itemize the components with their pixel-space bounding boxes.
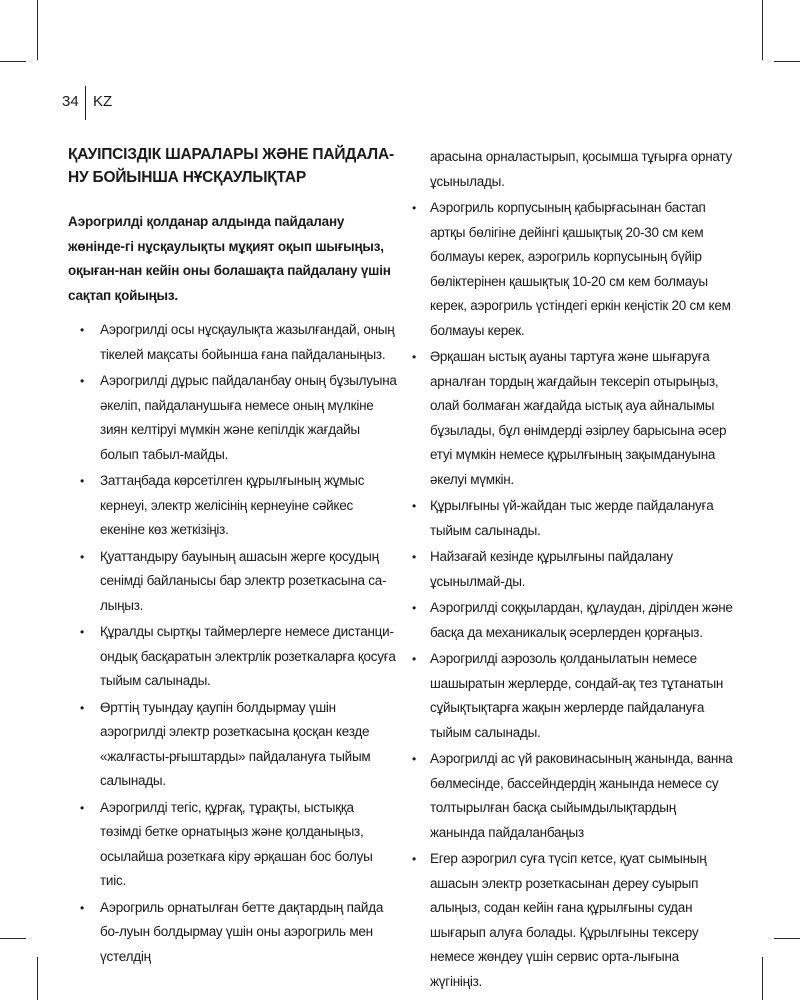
list-item bbox=[68, 896, 398, 970]
crop-mark-bottom-right bbox=[762, 957, 763, 1000]
list-item bbox=[68, 620, 398, 694]
list-item-text: Аэрогриль орнатылған бетте дақтардың пайда бо-луын болдырмау үшін оны аэрогриль мен үстелдің bbox=[100, 899, 384, 964]
bullet-icon: • bbox=[412, 350, 416, 364]
bullet-icon: • bbox=[80, 323, 84, 337]
bullet-icon: • bbox=[80, 374, 84, 388]
page-number: 34 bbox=[62, 93, 79, 110]
bullet-icon: • bbox=[412, 601, 416, 615]
bullet-icon: • bbox=[80, 625, 84, 639]
list-item-text: Құралды сыртқы таймерлерге немесе дистанци-ондық басқаратын электрлік розеткаларға қосуға тыйым салынады. bbox=[100, 624, 396, 688]
list-item bbox=[412, 647, 734, 745]
list-item-text: Аэрогрилді дұрыс пайдаланбау оның бұзылуына әкеліп, пайдаланушыға немесе оның мүлкіне зиян келтіруі мүмкін және кепілдік жағдайы болып табыл-майды. bbox=[100, 373, 397, 462]
crop-mark-left-upper bbox=[0, 61, 26, 62]
list-item bbox=[412, 196, 734, 343]
crop-mark-right-lower bbox=[774, 938, 800, 939]
right-column bbox=[412, 145, 734, 996]
bullet-icon: • bbox=[80, 474, 84, 488]
list-item bbox=[68, 696, 398, 794]
language-code: KZ bbox=[93, 93, 113, 110]
list-item-text: Аэрогрилді осы нұсқаулықта жазылғандай, оның тікелей мақсаты бойынша ғана пайдаланыңыз. bbox=[100, 322, 395, 362]
crop-mark-left-lower bbox=[0, 938, 26, 939]
list-item-text: Аэрогрилді аэрозоль қолданылатын немесе шашыратын жерлерде, сондай-ақ тез тұтанатын сұйықтықтарға жақын жерлерде пайдалануға тыйым салынады. bbox=[430, 651, 724, 740]
list-item-text: Өрттің туындау қаупін болдырмау үшін аэрогрилді электр розеткасына қосқан кезде «жалғасты-рғыштарды» пайдалануға тыйым салынады. bbox=[100, 699, 371, 788]
bullet-icon: • bbox=[412, 499, 416, 513]
bullet-icon: • bbox=[80, 549, 84, 564]
list-item-continuation: арасына орналастырып, қосымша тұғырға орнату ұсынылады. bbox=[430, 149, 732, 189]
list-item bbox=[68, 545, 398, 619]
list-item bbox=[412, 545, 734, 594]
bullet-icon: • bbox=[412, 550, 416, 564]
bullet-icon: • bbox=[412, 752, 416, 766]
list-item bbox=[68, 369, 398, 467]
page-header bbox=[62, 86, 262, 122]
safety-list-left bbox=[68, 318, 398, 969]
list-item-text: Әрқашан ыстық ауаны тартуға және шығаруға арналған тордың жағдайын тексеріп отырыңыз, олай болмаған жағдайда ыстық ауа айналымы бұзылады, бұл өнімдерді әзірлеу барысына әсер етуі мүмкін немесе құрылғының зақымдануына әкелуі мүмкін. bbox=[430, 349, 727, 487]
intro-paragraph: Аэрогрилді қолданар алдында пайдалану жөнінде-гі нұсқаулықты мұқият оқып шығыңыз, оқыған-нан кейін оны болашақта пайдалану үшін сақтап қойыңыз. bbox=[68, 214, 391, 303]
bullet-icon: • bbox=[412, 652, 416, 666]
bullet-icon: • bbox=[412, 201, 416, 215]
list-item bbox=[412, 847, 734, 994]
list-item-text: Заттаңбада көрсетілген құрылғының жұмыс кернеуі, электр желісінің кернеуіне сәйкес екеніне көз жеткізіңіз. bbox=[100, 473, 365, 537]
bullet-icon: • bbox=[80, 900, 84, 915]
bullet-icon: • bbox=[412, 852, 416, 866]
safety-list-right bbox=[412, 196, 734, 994]
section-title: ҚАУІПСІЗДІК ШАРАЛАРЫ ЖӘНЕ ПАЙДАЛА-НУ БОЙЫНША НҰСҚАУЛЫҚТАР bbox=[68, 146, 394, 186]
list-item-text: Құрылғыны үй-жайдан тыс жерде пайдалануға тыйым салынады. bbox=[430, 498, 714, 538]
crop-mark-top-right bbox=[762, 0, 763, 60]
list-item bbox=[68, 318, 398, 367]
crop-mark-right-upper bbox=[774, 61, 800, 62]
list-item-text: Аэрогрилді тегіс, құрғақ, тұрақты, ыстыққа төзімді бетке орнатыңыз және қолданыңыз, осылайша розеткаға кіру әрқашан бос болуы тиіс. bbox=[100, 799, 373, 888]
list-item-text: Егер аэрогрил суға түсіп кетсе, қуат сымының ашасын электр розеткасынан дереу суырып алыңыз, содан кейін ғана құрылғыны судан шығарып алуға болады. Құрылғыны тексеру немесе жөндеу үшін сервис орта-лығына жүгініңіз. bbox=[430, 851, 707, 989]
list-item bbox=[412, 345, 734, 492]
bullet-icon: • bbox=[80, 800, 84, 815]
list-item-text: Аэрогрилді ас үй раковинасының жанында, ванна бөлмесінде, бассейндердің жанында немесе су толтырылған басқа сыйымдылықтардың жанында пайдаланбаңыз bbox=[430, 751, 733, 840]
list-item bbox=[412, 494, 734, 543]
list-item-text: Аэрогриль корпусының қабырғасынан бастап артқы бөлігіне дейінгі қашықтық 20-30 см кем болмауы керек, аэрогриль корпусының бүйір бөліктерінен қашықтық 10-20 см кем болмауы керек, аэрогриль үстіндегі еркін кеңістік 20 см кем болмауы керек. bbox=[430, 200, 731, 338]
list-item bbox=[412, 596, 734, 645]
left-column bbox=[68, 143, 398, 971]
crop-mark-top-left bbox=[37, 0, 38, 60]
crop-mark-bottom-left bbox=[37, 957, 38, 1000]
list-item bbox=[412, 747, 734, 845]
list-item-text: Аэрогрилді соққылардан, құлаудан, дірілден және басқа да механикалық әсерлерден қорғаңыз. bbox=[430, 600, 733, 640]
list-item-text: Қуаттандыру бауының ашасын жерге қосудың сенімді байланысы бар электр розеткасына са-лыңыз. bbox=[100, 548, 387, 613]
list-item-text: Найзағай кезінде құрылғыны пайдалану ұсынылмай-ды. bbox=[430, 549, 673, 589]
list-item bbox=[68, 469, 398, 543]
list-item bbox=[68, 796, 398, 894]
bullet-icon: • bbox=[80, 700, 84, 715]
header-divider bbox=[85, 86, 86, 120]
